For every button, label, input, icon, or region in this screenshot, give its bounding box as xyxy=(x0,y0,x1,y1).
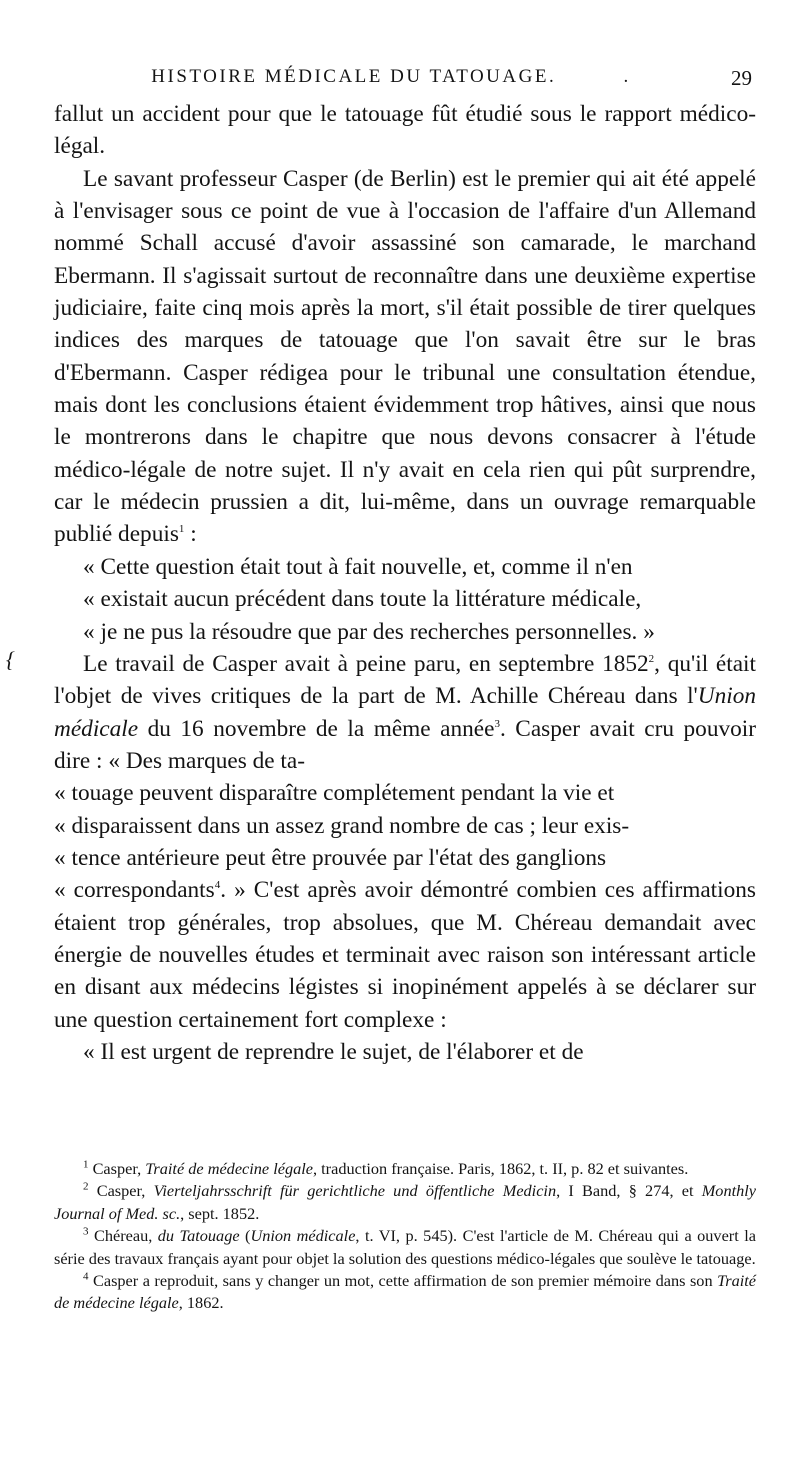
quote-line: « tence antérieure peut être prouvée par l'état des ganglions xyxy=(54,844,607,871)
main-text xyxy=(54,98,756,1068)
running-title: HISTOIRE MÉDICALE DU TATOUAGE. xyxy=(151,66,557,87)
footnote-ref-4[interactable]: 4 xyxy=(214,879,221,892)
quote-line: « touage peuvent disparaître complétement pendant la vie et xyxy=(54,780,615,807)
quote-line: « disparaissent dans un assez grand nombre de cas ; leur exis- xyxy=(54,812,630,839)
footnote-4: $^4$ Casper a reproduit, sans y changer un mot, cette affirmation de son premier mémoire dans son Traité de médecine légale, 1862. xyxy=(54,1270,756,1313)
footnote-ref-3[interactable]: 3 xyxy=(494,717,500,730)
header-separator: . xyxy=(623,66,631,87)
journal-title: Union médicale xyxy=(54,683,756,742)
paragraph-3: Le travail de Casper avait à peine paru, en septembre 1852$^2$, qu'il était l'objet de vives critiques de la part de M. Achille Chéreau dans l'Union médicale du 16 novembre de la même année$^3$. Casper avait cru pouvoir dire : « Des marques de ta- xyxy=(54,650,756,774)
footnote-ref-2[interactable]: 2 xyxy=(648,653,655,666)
quote-line: « existait aucun précédent dans toute la littérature médicale, xyxy=(83,586,642,613)
paragraph-2: Le savant professeur Casper (de Berlin) est le premier qui ait été appelé à l'envisager sous ce point de vue à l'occasion de l'affaire d'un Allemand nommé Schall accusé d'avoir assassiné son camarade, le marchand Ebermann. Il s'agissait surtout de reconnaître dans une deuxième expertise judiciaire, faite cinq mois après la mort, s'il était possible de tirer quelques indices des marques de tatouage que l'on savait être sur le bras d'Ebermann. Casper rédigea pour le tribunal une consultation étendue, mais dont les conclusions étaient évidemment trop hâtives, ainsi que nous le montrerons dans le chapitre que nous devons consacrer à l'étude médico-légale de notre sujet. Il n'y avait en cela rien qui pût surprendre, car le médecin prussien a dit, lui-même, dans un ouvrage remarquable publié depuis$^1$ : xyxy=(54,165,756,548)
footnote-2: $^2$ Casper, Vierteljahrsschrift für gerichtliche und öffentliche Medicin, I Band, § 274, et Monthly Journal of Med. sc., sept. 1852. xyxy=(54,1180,757,1223)
quote-line: « Il est urgent de reprendre le sujet, de l'élaborer et de xyxy=(83,1038,584,1065)
paragraph-1: fallut un accident pour que le tatouage fût étudié sous le rapport médico-légal. xyxy=(54,101,756,160)
quote-line: « Cette question était tout à fait nouvelle, et, comme il n'en xyxy=(83,553,633,580)
running-header xyxy=(30,66,752,88)
margin-mark: { xyxy=(6,647,15,672)
footnote-1: $^1$ Casper, Traité de médecine légale, traduction française. Paris, 1862, t. II, p. 82 et suivantes. xyxy=(83,1158,689,1178)
footnote-ref-1[interactable]: 1 xyxy=(178,523,185,536)
page-number: 29 xyxy=(731,66,752,90)
footnotes xyxy=(54,1158,756,1315)
footnote-3: $^3$ Chéreau, du Tatouage (Union médicale, t. VI, p. 545). C'est l'article de M. Chéreau qui a ouvert la série des travaux français ayant pour objet la solution des questions médico-légales que soulève le tatouage. xyxy=(54,1225,756,1268)
quote-line: « je ne pus la résoudre que par des recherches personnelles. » xyxy=(83,618,655,645)
paragraph-4: « correspondants$^4$. » C'est après avoir démontré combien ces affirmations étaient trop générales, trop absolues, que M. Chéreau demandait avec énergie de nouvelles études et terminait avec raison son intéressant article en disant aux médecins légistes si inopinément appelés à se déclarer sur une question certainement fort complexe : xyxy=(54,877,756,1033)
